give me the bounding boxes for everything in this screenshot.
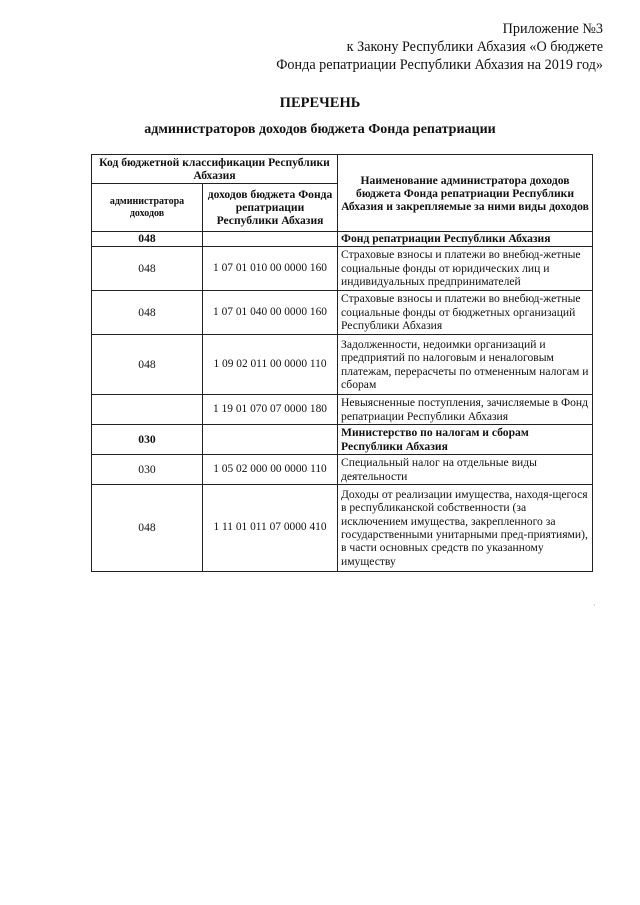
table-row — [92, 232, 593, 247]
header-classification-code: Код бюджетной классификации Республики Абхазия — [92, 155, 338, 184]
income-name-cell: Министерство по налогам и сборам Республики Абхазия — [338, 425, 593, 455]
table-row — [92, 335, 593, 395]
revenue-administrators-table — [91, 154, 593, 572]
income-code-cell — [203, 232, 338, 247]
scan-speck: · — [593, 601, 596, 610]
table-row — [92, 291, 593, 335]
income-code-cell — [203, 425, 338, 455]
income-name-cell: Специальный налог на отдельные виды деятельности — [338, 455, 593, 485]
income-name-cell: Страховые взносы и платежи во внебюд-жетные социальные фонды от юридических лиц и индивидуальных предпринимателей — [338, 247, 593, 291]
income-name-cell: Фонд репатриации Республики Абхазия — [338, 232, 593, 247]
income-name-cell: Невыясненные поступления, зачисляемые в Фонд репатриации Республики Абхазия — [338, 395, 593, 425]
table-row — [92, 455, 593, 485]
income-code-cell: 1 07 01 010 00 0000 160 — [203, 247, 338, 291]
income-name-cell: Доходы от реализации имущества, находя-щегося в республиканской собственности (за исключением имущества, закрепленного за государственными унитарными пред-приятиями), в части основных средств по указанному имуществу — [338, 485, 593, 572]
header-admin-code: администратора доходов — [92, 184, 203, 232]
admin-code-cell: 048 — [92, 335, 203, 395]
header-administrator-name: Наименование администратора доходов бюджета Фонда репатриации Республики Абхазия и закрепляемые за ними виды доходов — [338, 155, 593, 232]
appendix-line-1: Приложение №3 — [502, 21, 603, 37]
admin-code-cell: 048 — [92, 291, 203, 335]
income-name-cell: Задолженности, недоимки организаций и предприятий по налоговым и неналоговым платежам, перерасчеты по отмененным налогам и сборам — [338, 335, 593, 395]
table-header-row — [92, 155, 593, 184]
page-subtitle: администраторов доходов бюджета Фонда репатриации — [144, 122, 496, 137]
income-code-cell: 1 11 01 011 07 0000 410 — [203, 485, 338, 572]
income-code-cell: 1 19 01 070 07 0000 180 — [203, 395, 338, 425]
admin-code-cell: 048 — [92, 247, 203, 291]
table-row — [92, 425, 593, 455]
admin-code-cell: 030 — [92, 455, 203, 485]
appendix-line-3: Фонда репатриации Республики Абхазия на 2019 год» — [276, 57, 603, 73]
appendix-line-2: к Закону Республики Абхазия «О бюджете — [346, 39, 603, 55]
table-row — [92, 247, 593, 291]
income-code-cell: 1 09 02 011 00 0000 110 — [203, 335, 338, 395]
header-income-code: доходов бюджета Фонда репатриации Республики Абхазия — [203, 184, 338, 232]
table-row — [92, 395, 593, 425]
table-row — [92, 485, 593, 572]
page-title: ПЕРЕЧЕНЬ — [279, 95, 361, 111]
admin-code-cell: 030 — [92, 425, 203, 455]
income-name-cell: Страховые взносы и платежи во внебюд-жетные социальные фонды от бюджетных организаций Республики Абхазия — [338, 291, 593, 335]
appendix-block — [183, 20, 603, 74]
income-code-cell: 1 05 02 000 00 0000 110 — [203, 455, 338, 485]
admin-code-cell: 048 — [92, 485, 203, 572]
admin-code-cell — [92, 395, 203, 425]
income-code-cell: 1 07 01 040 00 0000 160 — [203, 291, 338, 335]
admin-code-cell: 048 — [92, 232, 203, 247]
